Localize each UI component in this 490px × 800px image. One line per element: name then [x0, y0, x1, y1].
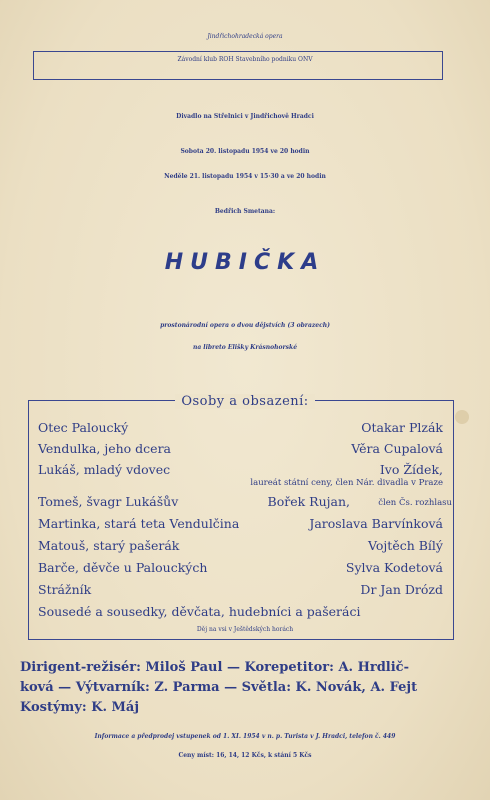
club-name: Závodní klub ROH Stavebního podniku ONV	[177, 56, 313, 63]
subtitle-line-2: na libreto Elišky Krásnohorské	[192, 344, 298, 351]
cast-heading	[0, 390, 490, 409]
paper-stain	[455, 410, 469, 424]
setting: Děj na vsi v Ještědských horách	[196, 626, 294, 633]
subtitle-line-1: prostonárodní opera o dvou dějstvích (3 obrazech)	[160, 322, 330, 329]
opera-title: HUBIČKA	[164, 250, 326, 275]
cast-role: Strážník	[38, 582, 92, 597]
cast-actor: Bořek Rujan,	[267, 494, 350, 509]
cast-actor: Ivo Žídek,	[379, 462, 443, 477]
cast-note: laureát státní ceny, člen Nár. divadla v Praze	[250, 478, 443, 488]
cast-role: Barče, děvče u Palouckých	[38, 560, 208, 575]
date-saturday: Sobota 20. listopadu 1954 ve 20 hodin	[180, 148, 310, 155]
cast-role: Lukáš, mladý vdovec	[38, 462, 171, 477]
ticket-prices: Ceny míst: 16, 14, 12 Kčs, k stání 5 Kčs	[178, 752, 312, 759]
cast-chorus: Sousedé a sousedky, děvčata, hudebníci a pašeráci	[38, 604, 361, 619]
cast-role: Martinka, stará teta Vendulčina	[38, 516, 240, 531]
opera-company: Jindřichohradecká opera	[207, 33, 283, 40]
composer: Bedřich Smetana:	[214, 208, 276, 215]
cast-note: člen Čs. rozhlasu	[378, 498, 452, 508]
cast-heading-text: Osoby a obsazení:	[175, 394, 314, 409]
presale-info: Informace a předprodej vstupenek od 1. XI. 1954 v n. p. Turista v J. Hradci, telefon č. 449	[94, 733, 396, 740]
cast-role: Tomeš, švagr Lukášův	[38, 494, 179, 509]
cast-actor: Sylva Kodetová	[345, 560, 443, 575]
credits-line-3: Kostýmy: K. Máj	[20, 700, 140, 715]
cast-role: Matouš, starý pašerák	[38, 538, 180, 553]
cast-role: Otec Paloucký	[38, 420, 129, 435]
cast-actor: Věra Cupalová	[351, 441, 443, 456]
cast-role: Vendulka, jeho dcera	[38, 441, 172, 456]
credits-line-1: Dirigent-režisér: Miloš Paul — Korepetitor: A. Hrdlič-	[20, 660, 409, 675]
credits-line-2: ková — Výtvarník: Z. Parma — Světla: K. Novák, A. Fejt	[20, 680, 418, 695]
cast-actor: Otakar Plzák	[361, 420, 443, 435]
cast-actor: Jaroslava Barvínková	[309, 516, 443, 531]
cast-actor: Vojtěch Bílý	[368, 538, 443, 553]
venue: Divadlo na Střelnici v Jindřichově Hradci	[176, 113, 314, 120]
cast-actor: Dr Jan Drózd	[360, 582, 443, 597]
date-sunday: Neděle 21. listopadu 1954 v 15·30 a ve 20 hodin	[164, 173, 326, 180]
